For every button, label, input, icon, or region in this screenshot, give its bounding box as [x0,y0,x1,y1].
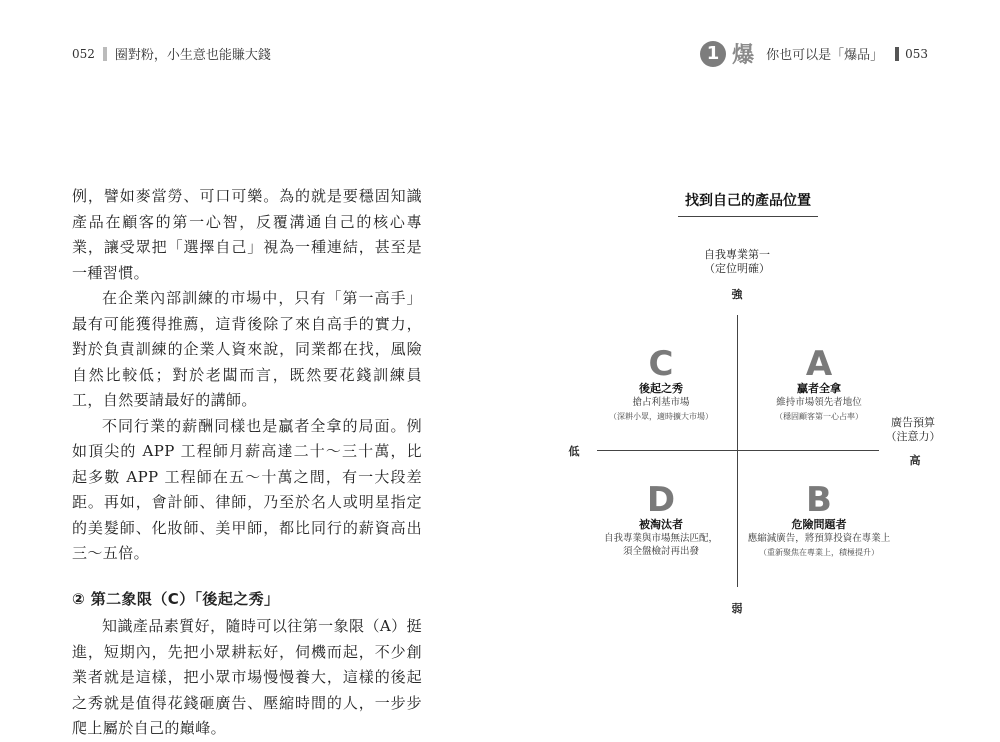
x-axis-high: 高 [909,454,921,467]
horizontal-axis [597,450,879,451]
quadrant-desc: 自我專業與市場無法匹配， [603,533,718,544]
vertical-axis [737,315,738,587]
quadrant-name: 危險問題者 [791,518,847,531]
x-axis-label-line: （注意力） [885,430,941,443]
quadrant-name: 贏者全拿 [797,382,841,395]
quadrant-desc: 搶占利基市場 [632,397,690,408]
y-axis-low: 弱 [731,602,743,615]
chapter-number-badge: 1 [700,41,726,67]
y-axis-high: 強 [731,288,743,301]
quadrant-d [586,482,736,558]
y-axis-label [677,248,797,276]
quadrant-letter: D [646,480,676,520]
paragraph: 知識產品素質好，隨時可以往第一象限（A）挺進，短期內，先把小眾耕耘好，伺機而起，不少創業者就是這樣，把小眾市場慢慢養大，這樣的後起之秀就是值得花錢砸廣告、壓縮時間的人，一步步爬上屬於自己的巔峰。 [72,617,422,737]
paragraph: 不同行業的薪酬同樣也是贏者全拿的局面。例如頂尖的 APP 工程師月薪高達二十～三十萬，比起多數 APP 工程師在五～十萬之間，有一大段差距。再如，會計師、律師，乃至於名人或明星指定的美髮師、化妝師、美甲師，都比同行的薪資高出三～五倍。 [72,416,422,562]
right-page-header [700,38,928,69]
quadrant-letter: B [806,480,832,520]
chapter-title: 你也可以是「爆品」 [766,48,884,63]
quadrant-diagram [560,180,940,620]
quadrant-b [744,482,894,559]
body-text [72,184,422,742]
x-axis-low: 低 [568,445,580,458]
quadrant-a [744,346,894,423]
quadrant-c [586,346,736,423]
quadrant-letter: C [648,344,674,384]
y-axis-label-line: （定位明確） [704,262,770,275]
quadrant-desc: 須全盤檢討再出發 [622,546,699,557]
header-divider [103,47,107,61]
quadrant-desc: 維持市場領先者地位 [776,397,862,408]
quadrant-desc: 應縮減廣告，將預算投資在專業上 [747,533,891,544]
paragraph: 在企業內部訓練的市場中，只有「第一高手」最有可能獲得推薦，這背後除了來自高手的實力，對於負責訓練的企業人資來說，同業都在找，風險自然比較低；對於老闆而言，既然要花錢訓練員工，自然要請最好的講師。 [72,289,422,409]
y-axis-label-line: 自我專業第一 [704,248,770,261]
left-page-number: 052 [72,46,95,61]
figure-title: 找到自己的產品位置 [678,190,818,217]
right-page-number: 053 [905,46,928,61]
quadrant-note: （穩固顧客第一心占率） [775,412,863,421]
quadrant-note: （重新聚焦在專業上，積極提升） [759,548,879,557]
x-axis-label-line: 廣告預算 [891,416,935,429]
section-heading: ② 第二象限（C）「後起之秀」 [72,589,280,608]
quadrant-note: （深耕小眾，適時擴大市場） [609,412,713,421]
header-divider [895,47,899,61]
chapter-word: 爆 [732,43,755,68]
quadrant-name: 被淘汰者 [639,518,683,531]
quadrant-letter: A [805,344,833,384]
left-page-header [72,44,271,63]
paragraph: 例，譬如麥當勞、可口可樂。為的就是要穩固知識產品在顧客的第一心智，反覆溝通自己的核心專業，讓受眾把「選擇自己」視為一種連結，甚至是一種習慣。 [72,187,422,282]
quadrant-name: 後起之秀 [639,382,683,395]
book-title: 圈對粉，小生意也能賺大錢 [114,48,271,63]
